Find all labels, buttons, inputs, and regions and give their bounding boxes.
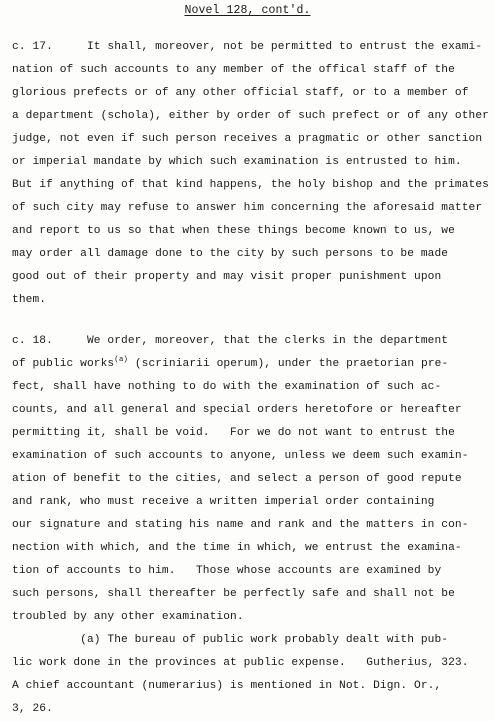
section-17-line: judge, not even if such person receives a pragmatic or other sanction <box>12 133 483 145</box>
section-18-line: c. 18. We order, moreover, that the clerks in the department <box>12 335 449 347</box>
section-18-line: counts, and all general and special orders heretofore or hereafter <box>12 404 462 416</box>
section-18-line: and rank, who must receive a written imperial order containing <box>12 496 435 508</box>
footnote-line: lic work done in the provinces at public expense. Gutherius, 323. <box>12 657 469 669</box>
section-17-line: of such city may refuse to answer him concerning the aforesaid matter <box>12 202 483 214</box>
section-17-line: c. 17. It shall, moreover, not be permitted to entrust the exami- <box>12 41 483 53</box>
footnote-line: (a) The bureau of public work probably dealt with pub- <box>12 634 449 646</box>
section-18-line: permitting it, shall be void. For we do not want to entrust the <box>12 427 455 439</box>
section-18-line: our signature and stating his name and rank and the matters in con- <box>12 519 469 531</box>
section-18-line: ation of benefit to the cities, and select a person of good repute <box>12 473 462 485</box>
footnote-line: 3, 26. <box>12 703 53 715</box>
section-18-line: fect, shall have nothing to do with the examination of such ac- <box>12 381 442 393</box>
section-17-line: and report to us so that when these things become known to us, we <box>12 225 455 237</box>
section-18-line: troubled by any other examination. <box>12 611 244 623</box>
section-18-text: of public works <box>12 358 115 370</box>
section-17-line: But if anything of that kind happens, the holy bishop and the primates <box>12 179 489 191</box>
section-17-line: or imperial mandate by which such examination is entrusted to him. <box>12 156 462 168</box>
section-18-line: tion of accounts to him. Those whose accounts are examined by <box>12 565 442 577</box>
section-17-line: nation of such accounts to any member of the offical staff of the <box>12 64 455 76</box>
section-18-line: nection with which, and the time in which, we entrust the examina- <box>12 542 462 554</box>
page-title: Novel 128, cont'd. <box>184 4 311 17</box>
section-18-text: (scriniarii operum), under the praetorian pre- <box>128 358 449 370</box>
footnote-line: A chief accountant (numerarius) is mentioned in Not. Dign. Or., <box>12 680 442 692</box>
footnote-marker: (a) <box>114 356 129 364</box>
section-18-line: such persons, shall thereafter be perfectly safe and shall not be <box>12 588 455 600</box>
section-17-line: good out of their property and may visit proper punishment upon <box>12 271 442 283</box>
section-17-line: glorious prefects or of any other official staff, or to a member of <box>12 87 469 99</box>
section-17-line: them. <box>12 294 47 306</box>
section-18-line-with-footnote <box>12 357 448 372</box>
section-17-line: a department (schola), either by order of such prefect or of any other <box>12 110 489 122</box>
section-18-line: examination of such accounts to anyone, unless we deem such examin- <box>12 450 469 462</box>
section-17-line: may order all damage done to the city by such persons to be made <box>12 248 449 260</box>
